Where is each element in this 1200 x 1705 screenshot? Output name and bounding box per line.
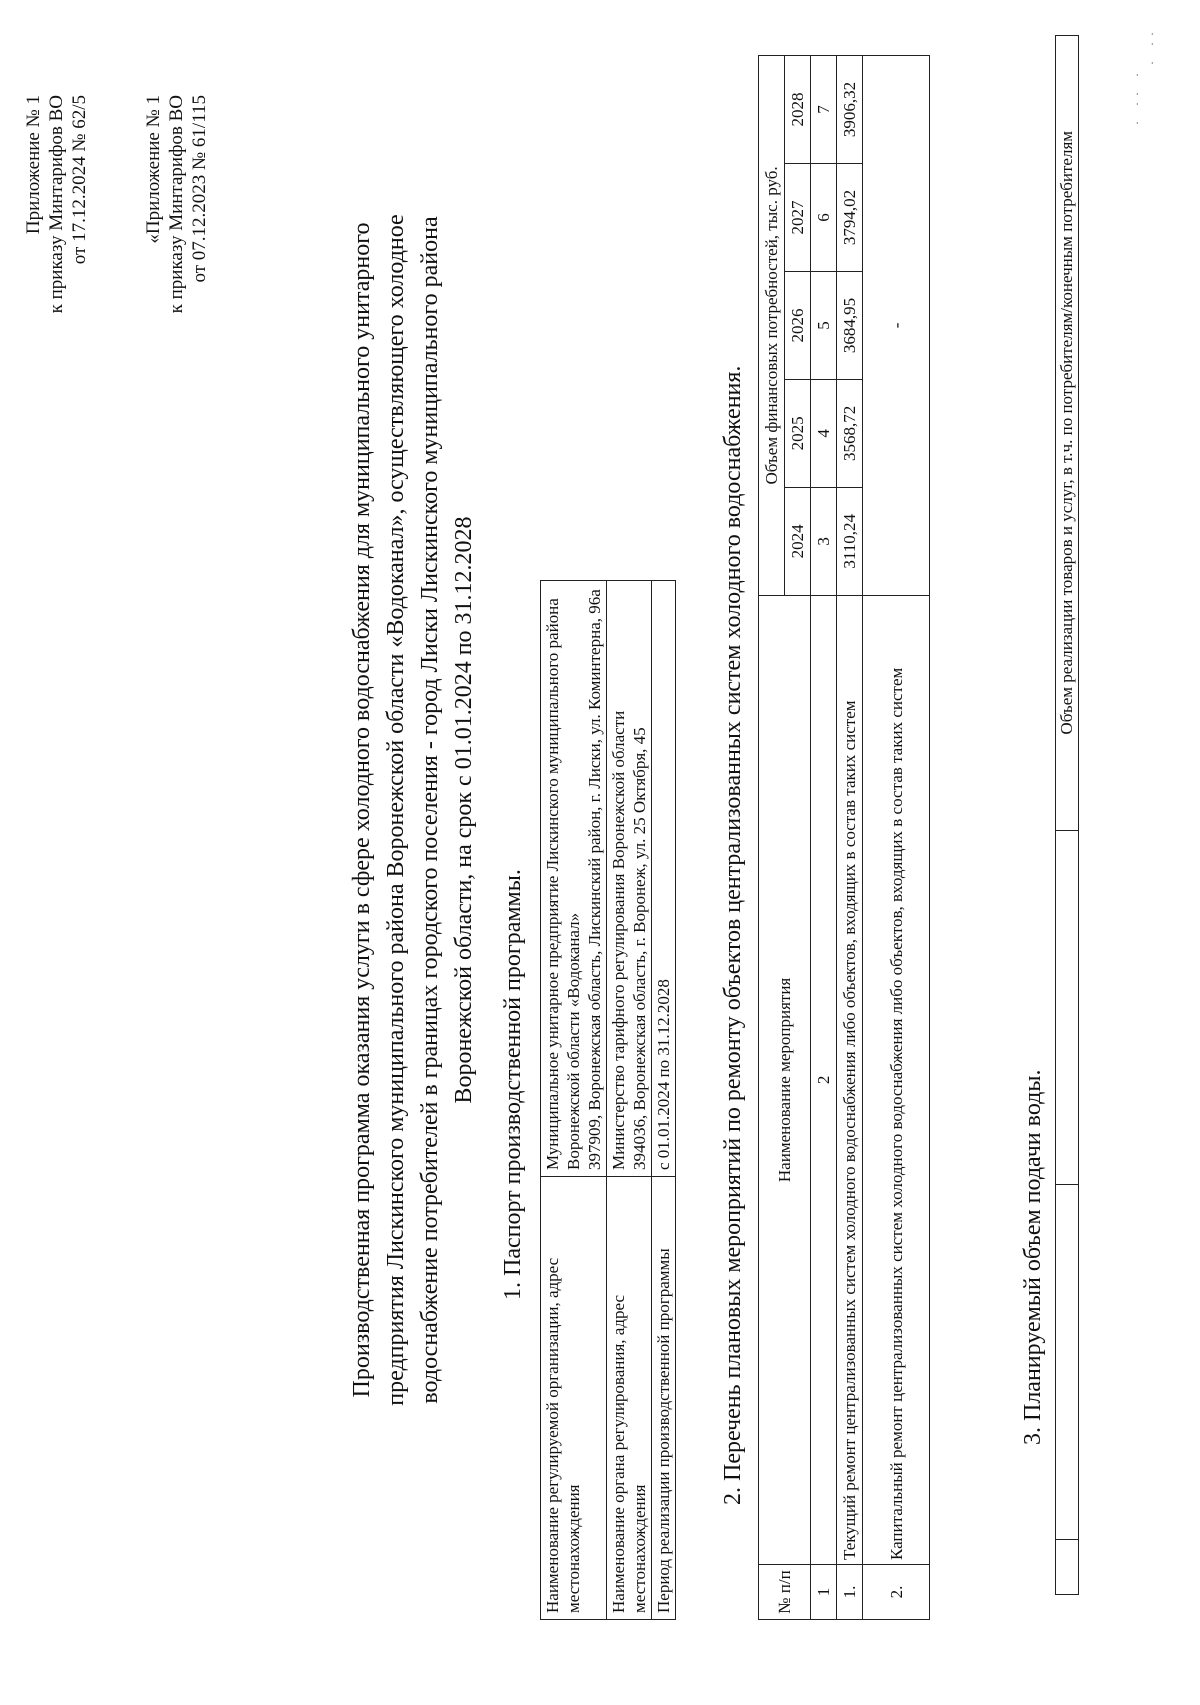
empty-cell	[1056, 1185, 1079, 1540]
passport-value	[607, 581, 652, 1177]
column-header-year: 2027	[785, 164, 811, 272]
section-2-heading: 2. Перечень плановых мероприятий по ремонту объектов централизованных систем холодного водоснабжения.	[720, 365, 746, 1505]
annex-note-line: от 07.12.2023 № 61/115	[189, 95, 210, 283]
column-header-sales-volume: Объем реализации товаров и услуг, в т.ч. по потребителям/конечным потребителям	[1056, 36, 1079, 831]
annex-note-line: к приказу Минтарифов ВО	[46, 95, 67, 314]
passport-value-line: с 01.01.2024 по 31.12.2028	[654, 979, 673, 1170]
table-header-row	[1056, 36, 1079, 1595]
column-number: 6	[811, 164, 837, 272]
title-line: Производственная программа оказания услуги в сфере холодного водоснабжения для муниципального унитарного	[349, 222, 375, 1398]
annex-note-line: Приложение № 1	[23, 95, 44, 235]
table-row	[837, 56, 863, 1620]
title-line: предприятия Лискинского муниципального района Воронежской области «Водоканал», осуществляющего холодное	[383, 214, 409, 1406]
column-header-volume: Объем финансовых потребностей, тыс. руб.	[759, 56, 785, 596]
row-number: 2.	[863, 1565, 930, 1620]
table-header-row	[759, 56, 785, 1620]
column-number: 3	[811, 487, 837, 595]
repair-measures-table	[758, 55, 930, 1620]
column-header-year: 2028	[785, 56, 811, 164]
passport-value-line: Министерство тарифного регулирования Воронежской области	[609, 710, 628, 1170]
column-header-year: 2026	[785, 271, 811, 379]
scan-specks-top: · ·· ·	[1130, 67, 1144, 125]
column-header-number: № п/п	[759, 1565, 811, 1620]
title-line: водоснабжение потребителей в границах городского поселения - город Лиски Лискинского муниципального района	[417, 216, 443, 1404]
column-number: 1	[811, 1565, 837, 1620]
measure-value: 3684,95	[837, 271, 863, 379]
column-header-year: 2025	[785, 379, 811, 487]
column-number: 2	[811, 595, 837, 1564]
annex-note-previous	[142, 95, 211, 313]
measure-name: Капитальный ремонт централизованных систем холодного водоснабжения либо объектов, входящих в состав таких систем	[863, 595, 930, 1564]
measure-name: Текущий ремонт централизованных систем холодного водоснабжения либо объектов, входящих в состав таких систем	[837, 595, 863, 1564]
passport-table	[540, 580, 676, 1620]
measure-value-dash: -	[863, 56, 930, 596]
measure-value: 3794,02	[837, 164, 863, 272]
annex-note-line: от 17.12.2024 № 62/5	[69, 95, 90, 265]
title-line: Воронежской области, на срок с 01.01.2024 по 31.12.2028	[451, 516, 477, 1104]
annex-note-current	[22, 95, 91, 313]
water-supply-volume-table	[1055, 35, 1079, 1595]
measure-value: 3568,72	[837, 379, 863, 487]
column-number: 4	[811, 379, 837, 487]
annex-note-line: к приказу Минтарифов ВО	[166, 95, 187, 314]
table-numbering-row	[811, 56, 837, 1620]
column-header-year: 2024	[785, 487, 811, 595]
passport-label: Наименование регулируемой организации, адрес местонахождения	[541, 1177, 607, 1620]
passport-label: Период реализации производственной программы	[652, 1177, 676, 1620]
empty-cell	[1056, 830, 1079, 1185]
scan-specks-right: · ··	[1145, 26, 1159, 65]
column-number: 5	[811, 271, 837, 379]
section-1-heading: 1. Паспорт производственной программы.	[500, 869, 526, 1300]
row-number: 1.	[837, 1565, 863, 1620]
table-row	[863, 56, 930, 1620]
table-row	[652, 581, 676, 1620]
passport-value-line: 397909, Воронежская область, Лискинский район, г. Лиски, ул. Коминтерна, 96а	[585, 589, 604, 1170]
column-header-name: Наименование мероприятия	[759, 595, 811, 1564]
passport-label: Наименование органа регулирования, адрес местонахождения	[607, 1177, 652, 1620]
passport-value-line: 394036, Воронежская область, г. Воронеж, ул. 25 Октября, 45	[630, 727, 649, 1170]
passport-value	[652, 581, 676, 1177]
table-row	[541, 581, 607, 1620]
empty-cell	[1056, 1540, 1079, 1595]
passport-value	[541, 581, 607, 1177]
column-number: 7	[811, 56, 837, 164]
measure-value: 3906,32	[837, 56, 863, 164]
annex-note-line: «Приложение № 1	[143, 95, 164, 244]
table-row	[607, 581, 652, 1620]
section-3-heading: 3. Планируемый объем подачи воды.	[1020, 1069, 1046, 1445]
passport-value-line: Муниципальное унитарное предприятие Лискинского муниципального района Воронежской области «Водоканал»	[543, 598, 583, 1170]
document-title	[345, 195, 481, 1425]
measure-value: 3110,24	[837, 487, 863, 595]
